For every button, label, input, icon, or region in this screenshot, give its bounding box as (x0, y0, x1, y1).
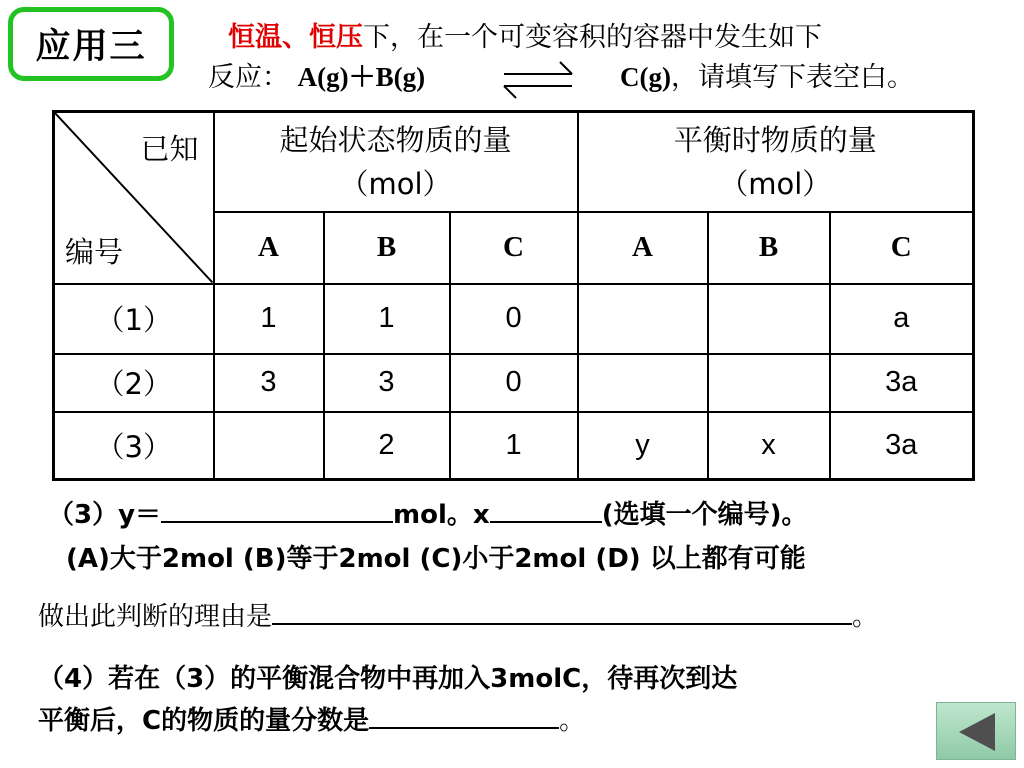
section-badge: 应用三 (8, 7, 174, 81)
data-table (52, 110, 975, 481)
col-header-start-a: A (214, 212, 324, 284)
table-row (54, 284, 974, 354)
corner-label-known: 已知 (140, 132, 199, 166)
product: C(g) (620, 62, 671, 92)
corner-label-id: 编号 (65, 234, 124, 269)
q3-x-blank (490, 495, 602, 523)
table-row (54, 412, 974, 480)
cell-start-b: 2 (324, 412, 450, 480)
reason-end: 。 (852, 602, 879, 632)
cell-start-b: 3 (324, 354, 450, 412)
cell-eq-a: y (578, 412, 708, 480)
q4-blank (369, 701, 559, 729)
cell-start-b: 1 (324, 284, 450, 354)
question-3 (48, 494, 807, 531)
q3-hint: (选填一个编号)。 (601, 500, 808, 530)
question-3-options (66, 538, 806, 575)
back-arrow-icon (937, 703, 1017, 761)
question-3-reason (38, 596, 878, 633)
intro-line-1-text: 下，在一个可变容积的容器中发生如下 (363, 22, 822, 53)
q3-x-label: mol。x (393, 500, 490, 530)
row-label: （2） (54, 354, 214, 412)
reason-blank (272, 597, 852, 625)
question-4-line-1 (38, 658, 737, 695)
cell-eq-b (708, 284, 830, 354)
reactants: A(g)＋B(g) (297, 62, 426, 92)
header-equilibrium-unit: （mol） (719, 166, 832, 201)
header-start-amount (214, 112, 578, 212)
q4-end: 。 (559, 706, 586, 736)
cell-start-a: 3 (214, 354, 324, 412)
cell-start-a (214, 412, 324, 480)
header-start-unit: （mol） (339, 166, 452, 201)
table-corner (54, 112, 214, 284)
back-button[interactable] (936, 702, 1016, 760)
row-label: （1） (54, 284, 214, 354)
cell-start-c: 1 (450, 412, 578, 480)
col-header-start-b: B (324, 212, 450, 284)
cell-eq-a (578, 284, 708, 354)
condition-highlight: 恒温、恒压 (228, 22, 363, 53)
col-header-eq-a: A (578, 212, 708, 284)
cell-eq-a (578, 354, 708, 412)
header-equilibrium-amount (578, 112, 974, 212)
cell-eq-c: 3a (830, 354, 974, 412)
intro-prefix: 反应： (208, 62, 289, 93)
intro-line-1 (228, 24, 822, 51)
table-row (54, 354, 974, 412)
col-header-eq-b: B (708, 212, 830, 284)
q4-line-2-text: 平衡后，C的物质的量分数是 (38, 706, 370, 736)
col-header-eq-c: C (830, 212, 974, 284)
q3-y-blank (161, 495, 393, 523)
cell-eq-c: 3a (830, 412, 974, 480)
cell-start-a: 1 (214, 284, 324, 354)
cell-eq-b (708, 354, 830, 412)
cell-start-c: 0 (450, 284, 578, 354)
q4-line-1-text: （4）若在（3）的平衡混合物中再加入3molC，待再次到达 (38, 664, 738, 694)
row-label: （3） (54, 412, 214, 480)
cell-start-c: 0 (450, 354, 578, 412)
intro-suffix: ，请填写下表空白。 (670, 62, 914, 93)
intro-line-2 (208, 64, 425, 91)
cell-eq-b: x (708, 412, 830, 480)
header-start-title: 起始状态物质的量 (279, 122, 512, 157)
q3-y-label: （3）y＝ (48, 500, 162, 530)
intro-line-2-end (620, 64, 914, 91)
col-header-start-c: C (450, 212, 578, 284)
question-4-line-2 (38, 700, 585, 737)
reason-label: 做出此判断的理由是 (38, 602, 273, 632)
q3-options-text: (A)大于2mol (B)等于2mol (C)小于2mol (D) 以上都有可能 (66, 544, 806, 574)
cell-eq-c: a (830, 284, 974, 354)
equilibrium-arrow-icon (500, 56, 576, 102)
header-equilibrium-title: 平衡时物质的量 (673, 122, 877, 157)
